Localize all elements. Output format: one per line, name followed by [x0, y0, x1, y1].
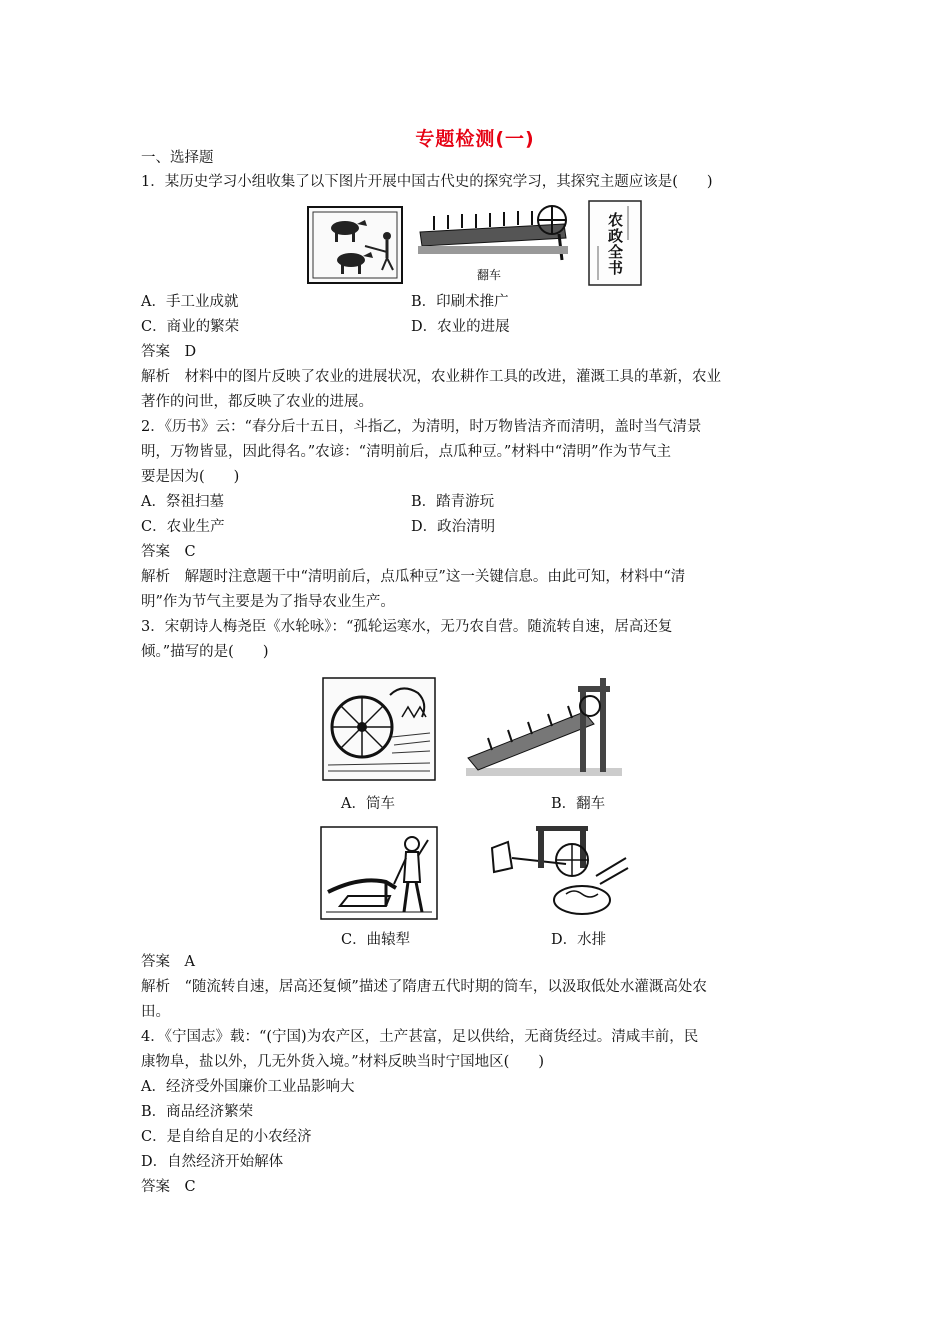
- q3-caption-a: A．筒车: [341, 796, 395, 812]
- q3-answer: 答案 A: [141, 954, 195, 970]
- q3-analysis-line-2: 田。: [141, 1004, 170, 1020]
- q3-curved-shaft-plough-image: [320, 826, 438, 920]
- q1-analysis-line-2: 著作的问世，都反映了农业的进展。: [141, 394, 373, 410]
- q1-answer: 答案 D: [141, 344, 197, 360]
- q4-option-d: D．自然经济开始解体: [141, 1154, 284, 1170]
- q3-water-powered-bellows-image: [486, 820, 632, 924]
- q3-stem-line-1: 3．宋朝诗人梅尧臣《水轮咏》：“孤轮运寒水，无乃农自营。随流转自速，居高还复: [141, 619, 673, 635]
- q1-ox-plough-image: [307, 206, 403, 284]
- q3-stem-line-2: 倾。”描写的是( ): [141, 644, 269, 660]
- q2-option-d: D．政治清明: [411, 519, 496, 535]
- q3-caption-b: B．翻车: [551, 796, 606, 812]
- q4-stem-line-2: 康物阜，盐以外，几无外货入境。”材料反映当时宁国地区( ): [141, 1054, 544, 1070]
- q2-analysis-line-2: 明”作为节气主要是为了指导农业生产。: [141, 594, 395, 610]
- q2-option-a: A．祭祖扫墓: [141, 494, 224, 510]
- q1-analysis-line-1: 解析 材料中的图片反映了农业的进展状况，农业耕作工具的改进，灌溉工具的革新，农业: [141, 369, 721, 385]
- q3-analysis-line-1: 解析 “随流转自速，居高还复倾”描述了隋唐五代时期的筒车，以汲取低处水灌溉高处农: [141, 979, 707, 995]
- q4-option-c: C．是自给自足的小农经济: [141, 1129, 312, 1145]
- q4-stem-line-1: 4．《宁国志》载：“(宁国)为农产区，土产甚富，足以供给，无商货经过。清咸丰前，民: [141, 1029, 699, 1045]
- q3-caption-d: D．水排: [551, 932, 607, 948]
- q2-stem-line-3: 要是因为( ): [141, 469, 240, 485]
- q3-square-pallet-chain-pump-image: [462, 672, 628, 776]
- q2-option-b: B．踏青游玩: [411, 494, 495, 510]
- q2-analysis-line-1: 解析 解题时注意题干中“清明前后，点瓜种豆”这一关键信息。由此可知，材料中“清: [141, 569, 686, 585]
- section-heading: 一、选择题: [141, 150, 214, 166]
- q2-answer: 答案 C: [141, 544, 196, 560]
- q1-option-c: C．商业的繁荣: [141, 319, 240, 335]
- q1-fig-caption: 翻车: [477, 268, 502, 282]
- q1-book-title: 农政全书: [608, 211, 624, 277]
- q1-option-a: A．手工业成就: [141, 294, 239, 310]
- page-title: 专题检测(一): [415, 128, 535, 150]
- q1-option-d: D．农业的进展: [411, 319, 510, 335]
- q4-answer: 答案 C: [141, 1179, 196, 1195]
- q3-caption-c: C．曲辕犁: [341, 932, 411, 948]
- q4-option-b: B．商品经济繁荣: [141, 1104, 254, 1120]
- q2-stem-line-1: 2．《历书》云：“春分后十五日，斗指乙，为清明，时万物皆洁齐而清明，盖时当气清景: [141, 419, 702, 435]
- q1-option-b: B．印刷术推广: [411, 294, 509, 310]
- q3-noria-image: [322, 677, 436, 781]
- q1-stem: 1．某历史学习小组收集了以下图片开展中国古代史的探究学习，其探究主题应该是( ): [141, 174, 713, 190]
- q2-option-c: C．农业生产: [141, 519, 225, 535]
- q4-option-a: A．经济受外国廉价工业品影响大: [141, 1079, 355, 1095]
- q2-stem-line-2: 明，万物皆显，因此得名。”农谚：“清明前后，点瓜种豆。”材料中“清明”作为节气主: [141, 444, 672, 460]
